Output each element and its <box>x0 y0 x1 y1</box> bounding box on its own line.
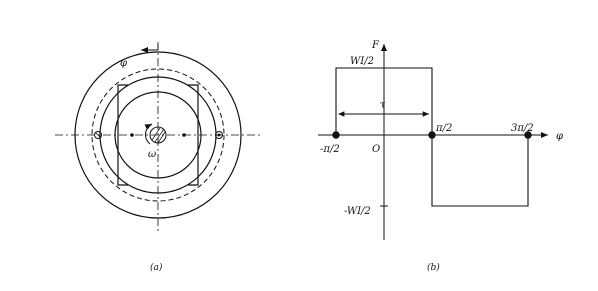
tau-label: τ <box>380 100 386 111</box>
point-neg-pi-half <box>333 132 339 138</box>
rotation-arrow <box>146 124 152 144</box>
point-pi-half <box>429 132 435 138</box>
phi-direction-arrow <box>141 44 158 50</box>
phi-label: φ <box>120 58 128 69</box>
negative-pulse <box>432 135 528 206</box>
tick-pi-half: π/2 <box>436 123 453 134</box>
panel-a-caption: (a) <box>150 263 163 273</box>
tick-3pi-half: 3π/2 <box>511 123 534 134</box>
omega-label: ω <box>148 149 157 160</box>
tick-neg-pi-half: -π/2 <box>320 144 340 155</box>
f-axis-label: F <box>372 40 379 51</box>
bottom-level-label: -WI/2 <box>344 206 371 217</box>
panel-a <box>55 42 262 232</box>
panel-b-caption: (b) <box>427 263 440 273</box>
top-level-label: WI/2 <box>350 56 374 67</box>
phi-axis-label: φ <box>556 131 564 142</box>
origin-label: O <box>372 144 381 155</box>
